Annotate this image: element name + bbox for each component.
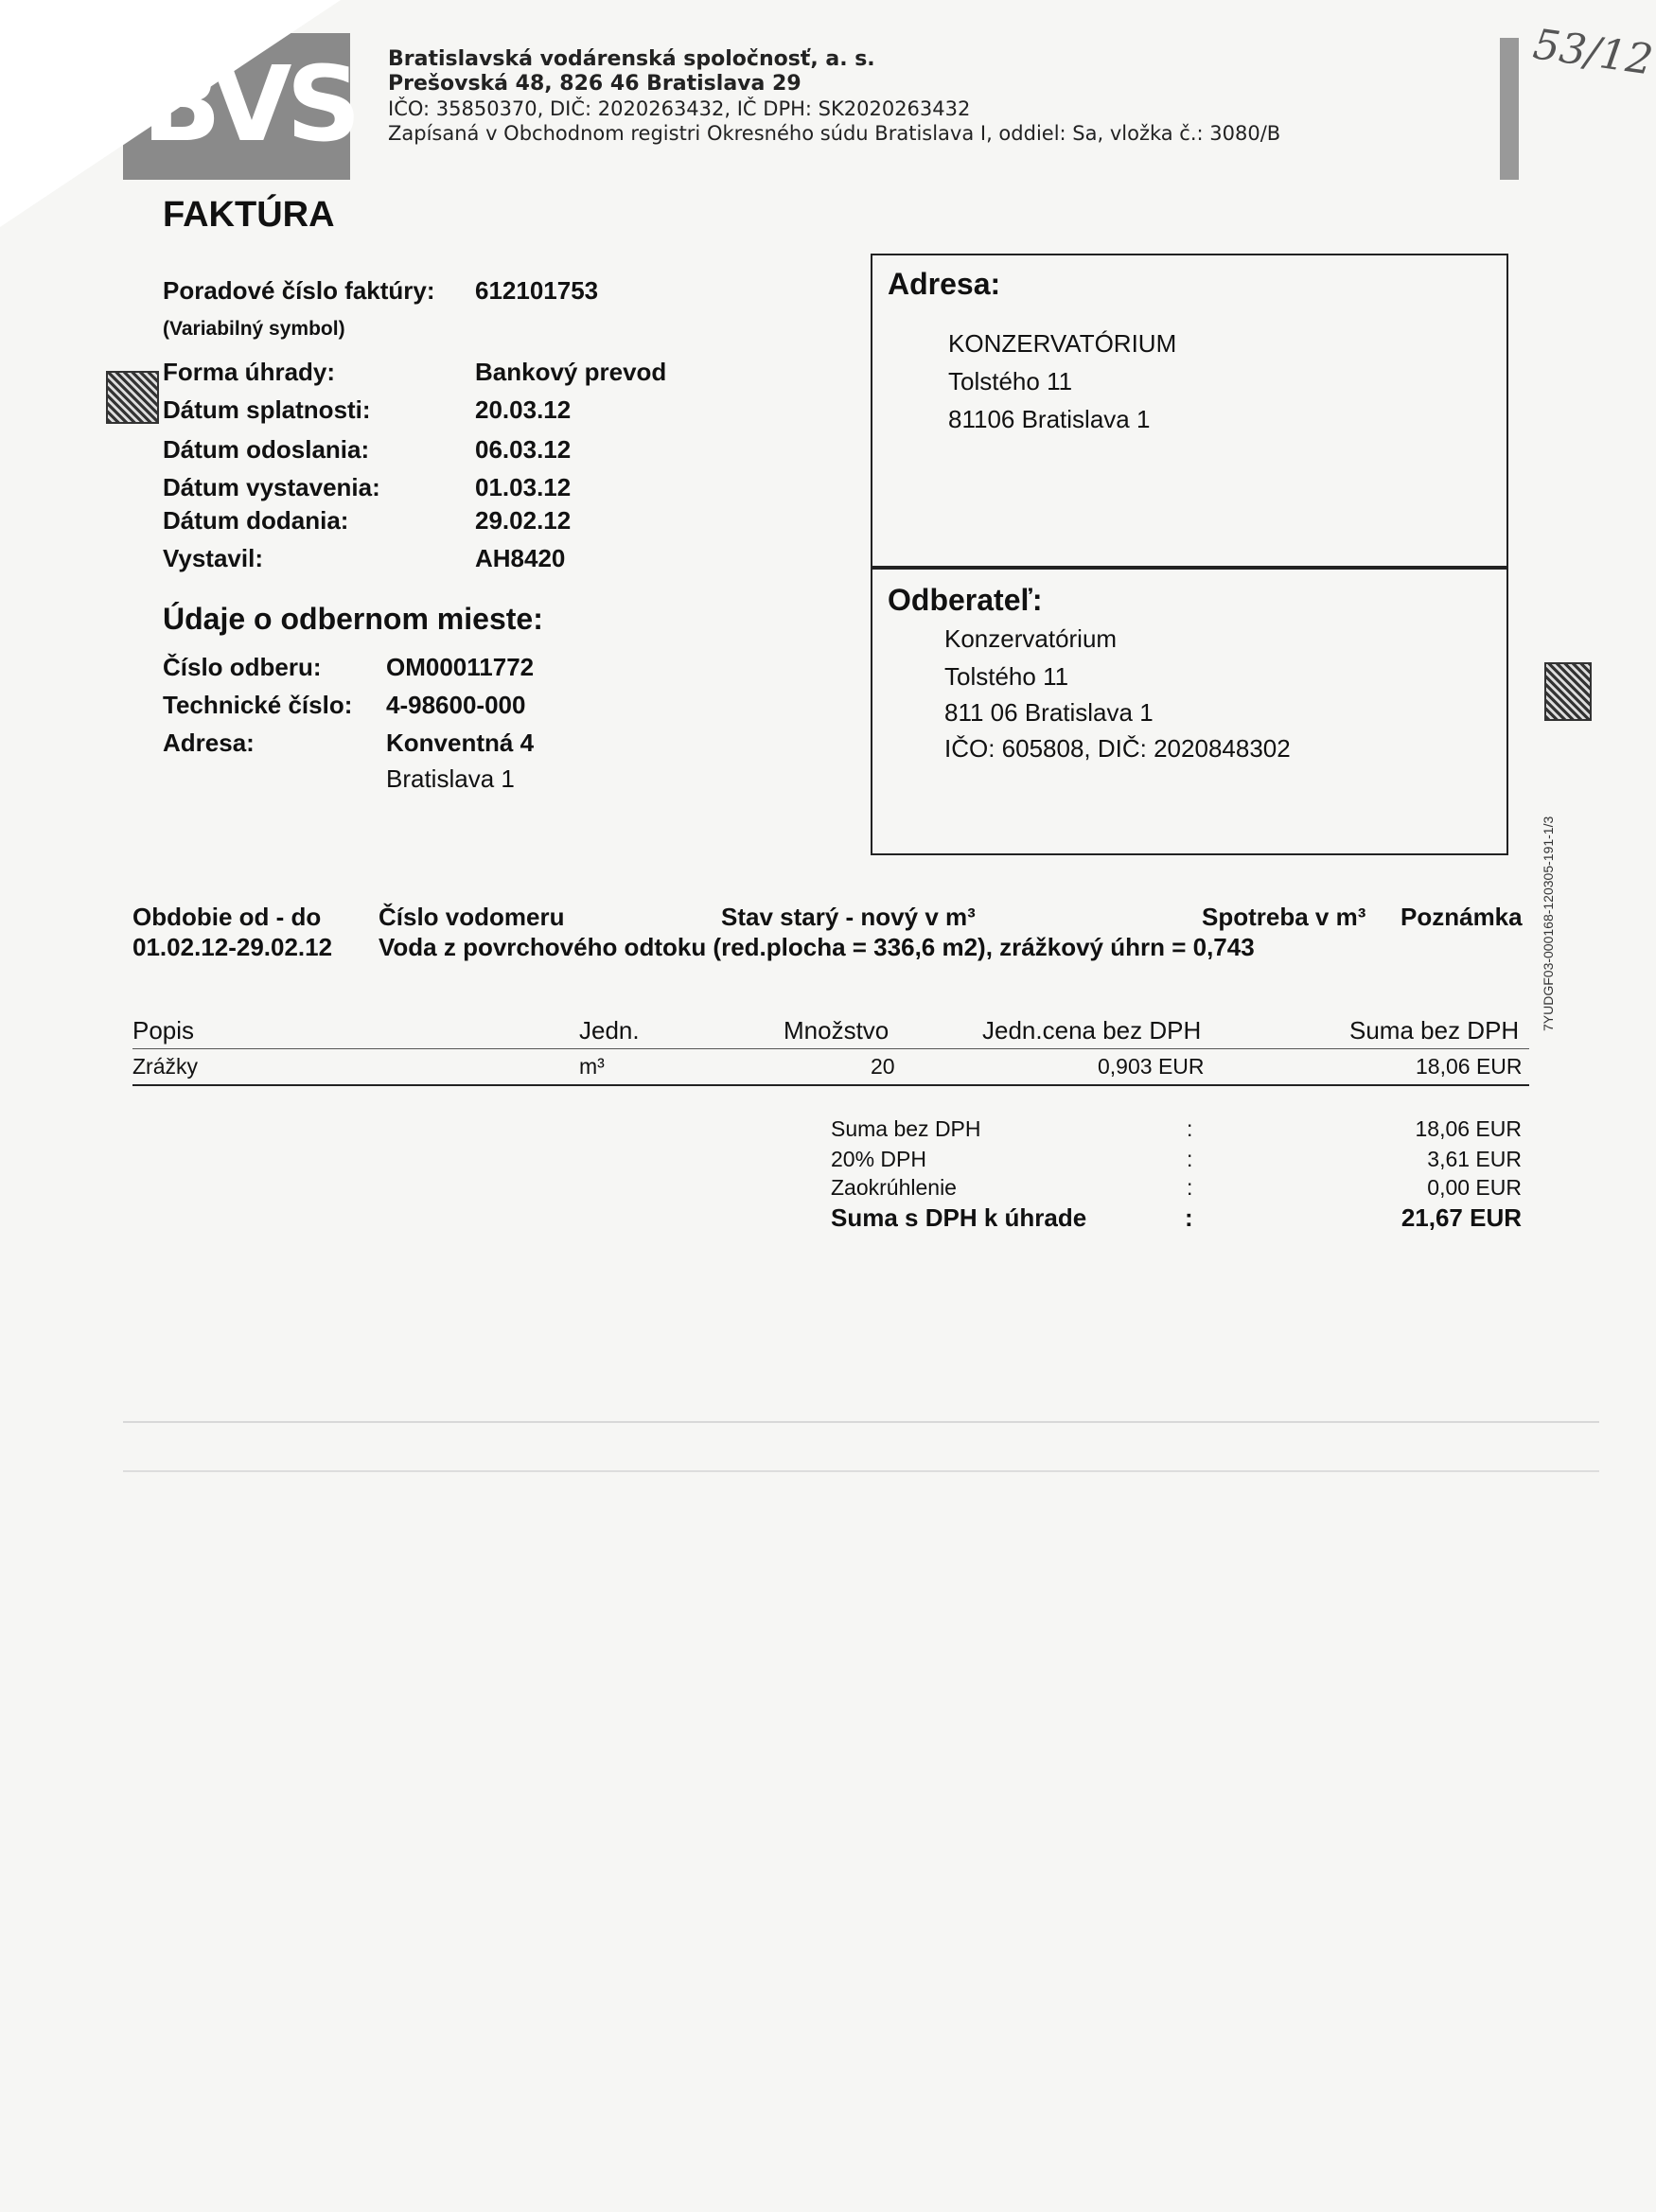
place-address-label: Adresa: <box>163 729 255 757</box>
meter-note-header: Poznámka <box>1401 903 1523 931</box>
issued-date-value: 01.03.12 <box>475 473 572 501</box>
issued-date-label: Dátum vystavenia: <box>163 473 380 501</box>
customer-line2: Tolstého 11 <box>944 662 1069 691</box>
totals-vat-label: 20% DPH <box>831 1147 926 1171</box>
address-line3: 81106 Bratislava 1 <box>948 405 1151 433</box>
logo-text: BVS <box>142 44 356 165</box>
customer-line4: IČO: 605808, DIČ: 2020848302 <box>944 734 1291 763</box>
invoice-number-value: 612101753 <box>475 276 599 305</box>
address-line2: Tolstého 11 <box>948 367 1073 395</box>
document-title: FAKTÚRA <box>163 195 335 235</box>
meter-consumption-header: Spotreba v m³ <box>1202 903 1366 931</box>
side-qr-code-icon <box>1544 662 1592 721</box>
totals-colon-3: : <box>1187 1175 1193 1200</box>
delivery-date-label: Dátum dodania: <box>163 506 349 535</box>
customer-line1: Konzervatórium <box>944 624 1118 653</box>
totals-colon-4: : <box>1185 1203 1193 1232</box>
items-unit-header: Jedn. <box>579 1016 640 1045</box>
items-header-divider <box>132 1048 1529 1049</box>
customer-box-title: Odberateľ: <box>888 583 1043 617</box>
payment-value: Bankový prevod <box>475 358 667 386</box>
address-box <box>871 254 1508 570</box>
sent-date-value: 06.03.12 <box>475 435 572 464</box>
meter-description: Voda z povrchového odtoku (red.plocha = 336,6 m2), zrážkový úhrn = 0,743 <box>379 933 1255 961</box>
due-date-value: 20.03.12 <box>475 395 572 424</box>
item-unit: m³ <box>579 1054 605 1079</box>
company-registry: Zapísaná v Obchodnom registri Okresného súdu Bratislava I, oddiel: Sa, vložka č.: 3080/B <box>388 122 1281 145</box>
meter-state-header: Stav starý - nový v m³ <box>721 903 976 931</box>
issuer-label: Vystavil: <box>163 544 263 572</box>
issuer-value: AH8420 <box>475 544 566 572</box>
company-header <box>388 47 1280 146</box>
customer-line3: 811 06 Bratislava 1 <box>944 698 1154 727</box>
items-qty-header: Množstvo <box>784 1016 890 1045</box>
consumption-number-label: Číslo odberu: <box>163 653 322 681</box>
customer-box <box>871 566 1508 855</box>
totals-rounding-label: Zaokrúhlenie <box>831 1175 957 1200</box>
totals-rounding-value: 0,00 EUR <box>1427 1175 1522 1200</box>
item-unit-price: 0,903 EUR <box>1098 1054 1205 1079</box>
item-desc: Zrážky <box>132 1054 198 1079</box>
margin-bar <box>1500 38 1519 180</box>
company-name: Bratislavská vodárenská spoločnosť, a. s. <box>388 47 875 71</box>
items-sum-header: Suma bez DPH <box>1349 1016 1520 1045</box>
document-code: 7YUDGF03-000168-120305-191-1/3 <box>1541 816 1556 1031</box>
folded-corner <box>0 0 341 227</box>
address-line1: KONZERVATÓRIUM <box>948 329 1177 358</box>
meter-period-value: 01.02.12-29.02.12 <box>132 933 333 961</box>
totals-total-label: Suma s DPH k úhrade <box>831 1203 1087 1232</box>
company-ids: IČO: 35850370, DIČ: 2020263432, IČ DPH: SK2020263432 <box>388 97 971 120</box>
totals-colon-1: : <box>1187 1116 1193 1141</box>
show-through-line-1 <box>123 1421 1599 1423</box>
items-desc-header: Popis <box>132 1016 195 1045</box>
totals-colon-2: : <box>1187 1147 1193 1171</box>
due-date-label: Dátum splatnosti: <box>163 395 371 424</box>
sent-date-label: Dátum odoslania: <box>163 435 370 464</box>
items-unit-price-header: Jedn.cena bez DPH <box>982 1016 1202 1045</box>
address-box-title: Adresa: <box>888 267 1001 301</box>
technical-number-label: Technické číslo: <box>163 691 353 719</box>
totals-total-value: 21,67 EUR <box>1401 1203 1522 1232</box>
meter-number-header: Číslo vodomeru <box>379 903 565 931</box>
totals-sum-label: Suma bez DPH <box>831 1116 981 1141</box>
place-address-line1: Konventná 4 <box>386 729 535 757</box>
meter-period-header: Obdobie od - do <box>132 903 322 931</box>
item-sum: 18,06 EUR <box>1416 1054 1523 1079</box>
delivery-date-value: 29.02.12 <box>475 506 572 535</box>
totals-sum-value: 18,06 EUR <box>1415 1116 1522 1141</box>
invoice-number-label: Poradové číslo faktúry: <box>163 276 435 305</box>
handwritten-page-mark: 53/12 <box>1530 20 1656 85</box>
variable-symbol-label: (Variabilný symbol) <box>163 318 345 340</box>
items-bottom-rule <box>132 1084 1529 1086</box>
consumption-place-heading: Údaje o odbernom mieste: <box>163 602 543 636</box>
consumption-number-value: OM00011772 <box>386 653 535 681</box>
technical-number-value: 4-98600-000 <box>386 691 526 719</box>
item-qty: 20 <box>871 1054 895 1079</box>
show-through-line-2 <box>123 1470 1599 1472</box>
totals-vat-value: 3,61 EUR <box>1427 1147 1522 1171</box>
company-address: Prešovská 48, 826 46 Bratislava 29 <box>388 72 802 96</box>
payment-label: Forma úhrady: <box>163 358 336 386</box>
qr-code-icon <box>106 371 159 424</box>
place-address-line2: Bratislava 1 <box>386 764 515 793</box>
